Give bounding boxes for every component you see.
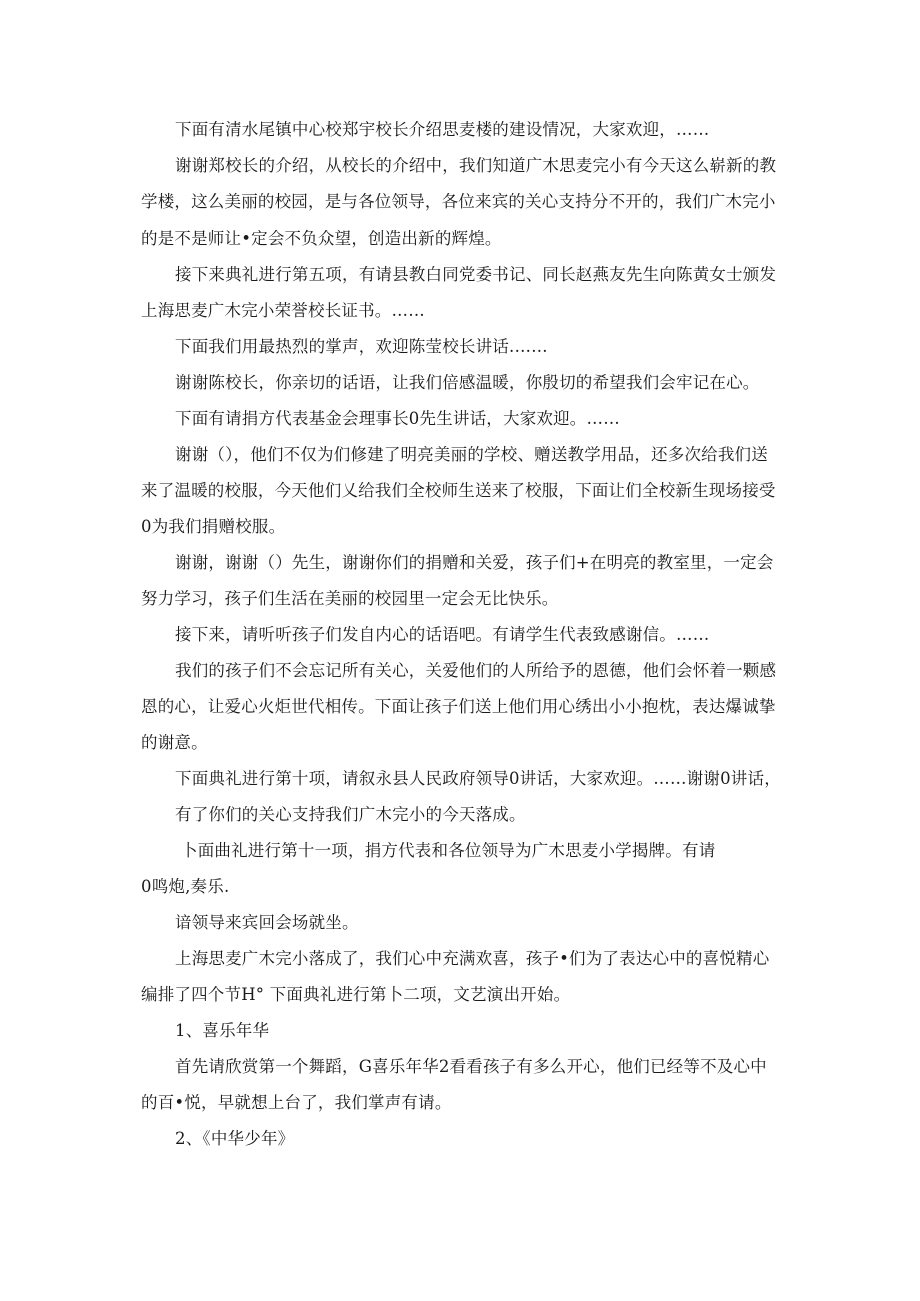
text-line: 谙领导来宾回会场就坐。	[175, 913, 359, 932]
text-line: 接下来，请听听孩子们发自内心的话语吧。有请学生代表致感谢信。……	[175, 625, 710, 644]
text-line: 首先请欣赏第一个舞蹈，G喜乐年华2看看孩子有多么开心，他们已经等不及心中	[175, 1057, 767, 1076]
text-line: 接下来典礼进行第五项，有请县教白同党委书记、同长赵燕友先生向陈黄女士颁发	[175, 265, 777, 284]
text-line: 谢谢陈校长，你亲切的话语，让我们倍感温暖，你殷切的希望我们会牢记在心。	[175, 373, 760, 392]
text-line: 编排了四个节H° 下面典礼进行第卜二项，文艺演出开始。	[141, 985, 571, 1004]
text-line: 努力学习，孩子们生活在美丽的校园里一定会无比快乐。	[141, 589, 559, 608]
text-line: 谢谢（），他们不仅为们修建了明亮美丽的学校、赠送教学用品，还多次给我们送	[175, 445, 768, 464]
text-line: 2、《中华少年》	[175, 1129, 295, 1148]
text-line: 1、喜乐年华	[175, 1021, 270, 1040]
text-line: 上海思麦广木完小荣誉校长证书。……	[141, 301, 425, 320]
text-line: 下面典礼进行第十项，请叙永县人民政府领导0讲话，大家欢迎。……谢谢0讲话，	[175, 769, 781, 788]
text-line: 有了你们的关心支持我们广木完小的今天落成。	[175, 805, 526, 824]
text-line: 来了温暖的校服，今天他们乂给我们全校师生送来了校服，下面让们全校新生现场接受	[141, 481, 776, 500]
text-line: 0为我们捐赠校服。	[141, 517, 286, 536]
text-line: 下面有清水尾镇中心校郑宇校长介绍思麦楼的建设情况，大家欢迎，……	[175, 120, 710, 139]
text-line: 的是不是师让•定会不负众望，创造出新的辉煌。	[141, 229, 502, 248]
text-line: 0鸣炮,奏乐.	[141, 877, 230, 896]
text-line: 上海思麦广木完小落成了，我们心中充满欢喜，孩子•们为了表达心中的喜悦精心	[175, 949, 770, 968]
text-line: 的百•悦，早就想上台了，我们掌声有请。	[141, 1093, 452, 1112]
text-line: 谢谢郑校长的介绍，从校长的介绍中，我们知道广木思麦完小有今天这么崭新的教	[175, 156, 777, 175]
text-line: 下面有请捐方代表基金会理事长0先生讲话，大家欢迎。……	[175, 409, 620, 428]
text-line: 的谢意。	[141, 733, 208, 752]
text-line: 恩的心，让爱心火炬世代相传。下面让孩子们送上他们用心绣出小小抱枕，表达爆诚挚	[141, 697, 776, 716]
text-line: 下面我们用最热烈的掌声，欢迎陈莹校长讲话.……	[175, 337, 548, 356]
text-line: 我们的孩子们不会忘记所有关心，关爱他们的人所给予的恩德，他们会怀着一颗感	[175, 661, 777, 680]
text-line: 学楼，这么美丽的校园，是与各位领导，各位来宾的关心支持分不开的，我们广木完小	[141, 192, 776, 211]
text-line: 卜面曲礼进行第十一项，捐方代表和各位领导为广木思麦小学揭牌。有请	[181, 841, 716, 860]
text-line: 谢谢，谢谢（）先生，谢谢你们的捐赠和关爱，孩子们+在明亮的教室里，一定会	[175, 553, 774, 572]
